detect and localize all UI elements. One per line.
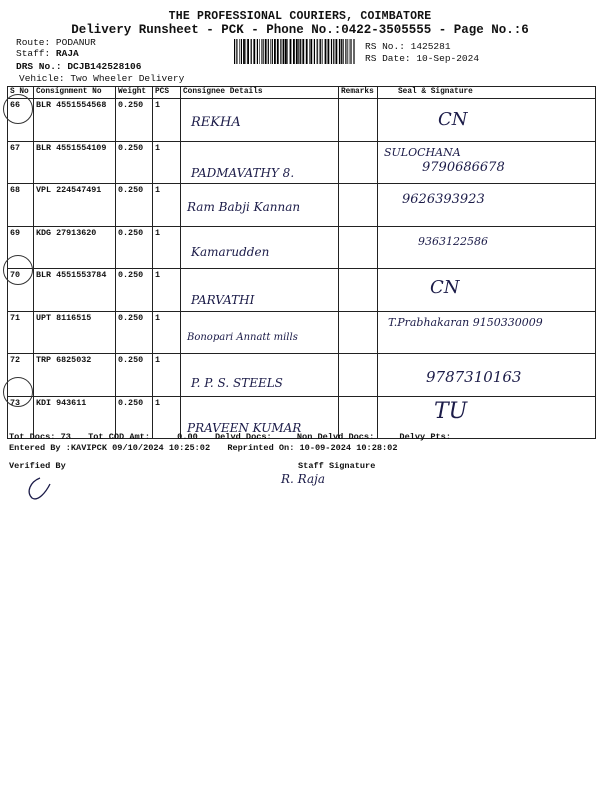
sno-cell: 71	[8, 311, 34, 354]
signature-cell	[378, 354, 596, 397]
remarks-cell	[339, 269, 378, 312]
staff-signature-label: Staff Signature	[298, 461, 376, 471]
signature-handwriting: T.Prabhakaran 9150330009	[388, 315, 543, 329]
barcode-bar	[259, 39, 260, 64]
verified-signature-scribble	[20, 470, 60, 504]
consignee-cell	[181, 311, 339, 354]
barcode-bar	[243, 39, 245, 64]
staff-line	[16, 48, 79, 59]
pcs-cell: 1	[153, 226, 181, 269]
barcode-bar	[247, 39, 249, 64]
route-label: Route:	[16, 37, 51, 48]
consignee-handwriting: Ram Babji Kannan	[187, 200, 301, 214]
signature-cell	[378, 269, 596, 312]
rs-no-value: 1425281	[410, 41, 451, 52]
barcode-bar	[343, 39, 344, 64]
circle-mark-70	[3, 255, 33, 285]
pcs-cell: 1	[153, 184, 181, 227]
consignment-cell: TRP 6825032	[34, 354, 116, 397]
weight-cell: 0.250	[116, 99, 153, 142]
barcode-bar	[268, 39, 269, 64]
barcode-bar	[309, 39, 310, 64]
barcode-bar	[322, 39, 323, 64]
staff-signature-scribble: R. Raja	[281, 472, 326, 486]
signature-handwriting: 9363122586	[418, 234, 488, 248]
barcode-bar	[270, 39, 271, 64]
weight-cell: 0.250	[116, 269, 153, 312]
consignee-cell	[181, 354, 339, 397]
barcode-bar	[310, 39, 312, 64]
consignment-cell: BLR 4551554109	[34, 141, 116, 184]
pcs-cell: 1	[153, 269, 181, 312]
vehicle-line	[19, 73, 184, 84]
barcode-bar	[257, 39, 258, 64]
remarks-cell	[339, 226, 378, 269]
barcode-bar	[351, 39, 352, 64]
col-pcs: PCS	[153, 87, 181, 99]
signature-handwriting: 9626393923	[402, 192, 485, 207]
col-weight: Weight	[116, 87, 153, 99]
consignee-handwriting: P. P. S. STEELS	[191, 376, 283, 390]
barcode-bar	[246, 39, 247, 64]
runsheet-subtitle: Delivery Runsheet - PCK - Phone No.:0422-3505555 - Page No.:6	[71, 23, 529, 37]
barcode-bar	[234, 39, 235, 64]
table-row	[8, 226, 596, 269]
tot-docs-label: Tot Docs:	[9, 432, 56, 442]
runsheet-table	[7, 86, 596, 439]
sno-cell: 67	[8, 141, 34, 184]
rs-date-value: 10-Sep-2024	[416, 53, 480, 64]
non-delvd-label: Non Delvd Docs:	[296, 432, 375, 442]
col-consignment: Consignment No	[34, 87, 116, 99]
company-title: THE PROFESSIONAL COURIERS, COIMBATORE	[168, 10, 432, 23]
pcs-cell: 1	[153, 141, 181, 184]
signature-handwriting: CN	[438, 109, 468, 130]
barcode-bar	[336, 39, 338, 64]
barcode-bar	[283, 39, 285, 64]
staff-value: RAJA	[55, 48, 79, 59]
tot-docs-value: 73	[60, 432, 71, 442]
signature-cell	[378, 99, 596, 142]
route-line	[16, 37, 96, 48]
barcode-bar	[341, 39, 342, 64]
barcode-bar	[350, 39, 351, 64]
barcode-bar	[253, 39, 255, 64]
barcode-bar	[251, 39, 252, 64]
vehicle-label: Vehicle:	[19, 73, 65, 84]
barcode-bar	[265, 39, 267, 64]
consignment-cell: UPT 8116515	[34, 311, 116, 354]
consignee-cell	[181, 184, 339, 227]
barcode-bar	[263, 39, 264, 64]
barcode-bar	[347, 39, 348, 64]
consignee-handwriting: PADMAVATHY 8.	[191, 165, 295, 180]
pcs-cell: 1	[153, 311, 181, 354]
consignee-cell	[181, 99, 339, 142]
barcode-bar	[298, 39, 299, 64]
consignment-cell: KDI 943611	[34, 396, 116, 439]
reprinted-on: Reprinted On: 10-09-2024 10:28:02	[227, 443, 398, 453]
signature-cell	[378, 226, 596, 269]
sno-cell: 66	[8, 99, 34, 142]
route-value: PODANUR	[55, 37, 96, 48]
consignee-handwriting: PARVATHI	[191, 293, 255, 307]
table-row	[8, 99, 596, 142]
delvy-pts-label: Delvy Pts:	[399, 432, 451, 442]
drs-line	[16, 61, 141, 72]
weight-cell: 0.250	[116, 396, 153, 439]
barcode-bar	[345, 39, 346, 64]
remarks-cell	[339, 99, 378, 142]
delvd-label: Delvd Docs:	[214, 432, 272, 442]
circle-mark-66	[3, 94, 33, 124]
drs-label: DRS No.:	[16, 61, 62, 72]
barcode-bar	[339, 39, 340, 64]
table-row	[8, 141, 596, 184]
barcode-bar	[274, 39, 276, 64]
col-signature: Seal & Signature	[378, 87, 596, 99]
weight-cell: 0.250	[116, 141, 153, 184]
table-row	[8, 269, 596, 312]
tot-cod-label: Tot COD Amt:	[88, 432, 150, 442]
barcode-bar	[272, 39, 273, 64]
barcode-bar	[293, 39, 295, 64]
rs-date-label: RS Date:	[365, 53, 411, 64]
signature-cell	[378, 141, 596, 184]
col-sno: S No	[8, 87, 34, 99]
barcode-bar	[349, 39, 350, 64]
signature-handwriting: TU	[434, 398, 468, 424]
rs-no-line	[365, 41, 451, 52]
weight-cell: 0.250	[116, 354, 153, 397]
drs-value: DCJB142528106	[67, 61, 142, 72]
circle-mark-73	[3, 377, 33, 407]
signature-handwriting: SULOCHANA	[384, 145, 461, 159]
consignment-cell: BLR 4551553784	[34, 269, 116, 312]
barcode-bar	[353, 39, 354, 64]
barcode-bar	[280, 39, 281, 64]
consignee-cell	[181, 141, 339, 184]
barcode-bar	[296, 39, 298, 64]
barcode-bar	[241, 39, 242, 64]
pcs-cell: 1	[153, 396, 181, 439]
barcode-bar	[287, 39, 288, 64]
barcode-bar	[290, 39, 292, 64]
barcode	[234, 39, 356, 64]
table-row	[8, 184, 596, 227]
pcs-cell: 1	[153, 354, 181, 397]
remarks-cell	[339, 354, 378, 397]
sno-cell: 69	[8, 226, 34, 269]
table-header-row	[8, 87, 596, 99]
signature-cell	[378, 184, 596, 227]
consignee-handwriting: PRAVEEN KUMAR	[187, 420, 302, 435]
barcode-bar	[320, 39, 321, 64]
barcode-bar	[285, 39, 287, 64]
sno-cell: 70	[8, 269, 34, 312]
consignment-cell: BLR 4551554568	[34, 99, 116, 142]
barcode-bar	[325, 39, 327, 64]
sno-cell: 72	[8, 354, 34, 397]
rs-no-label: RS No.:	[365, 41, 405, 52]
barcode-bar	[300, 39, 301, 64]
barcode-bar	[319, 39, 320, 64]
barcode-bar	[328, 39, 330, 64]
signature-handwriting-phone: 9790686678	[422, 159, 505, 175]
entry-line	[9, 443, 398, 453]
totals-line	[9, 432, 451, 442]
weight-cell: 0.250	[116, 184, 153, 227]
remarks-cell	[339, 184, 378, 227]
barcode-bar	[333, 39, 334, 64]
vehicle-value: Two Wheeler Delivery	[70, 73, 185, 84]
sno-cell: 68	[8, 184, 34, 227]
rs-date-line	[365, 53, 479, 64]
barcode-bar	[331, 39, 332, 64]
consignee-handwriting: REKHA	[191, 115, 241, 130]
consignee-handwriting: Kamarudden	[191, 244, 270, 259]
weight-cell: 0.250	[116, 311, 153, 354]
remarks-cell	[339, 311, 378, 354]
col-remarks: Remarks	[339, 87, 378, 99]
tot-cod-value: 0.00	[177, 432, 198, 442]
barcode-bar	[277, 39, 279, 64]
weight-cell: 0.250	[116, 226, 153, 269]
consignee-cell	[181, 269, 339, 312]
sno-cell: 73	[8, 396, 34, 439]
col-consignee: Consignee Details	[181, 87, 339, 99]
barcode-bar	[236, 39, 237, 64]
table-row	[8, 311, 596, 354]
table-row	[8, 354, 596, 397]
consignee-cell	[181, 226, 339, 269]
signature-handwriting: CN	[430, 277, 460, 298]
consignment-cell: KDG 27913620	[34, 226, 116, 269]
entered-by: Entered By :KAVIPCK 09/10/2024 10:25:02	[9, 443, 211, 453]
pcs-cell: 1	[153, 99, 181, 142]
staff-label: Staff:	[16, 48, 51, 59]
remarks-cell	[339, 141, 378, 184]
barcode-bar	[317, 39, 318, 64]
signature-handwriting: 9787310163	[426, 368, 522, 386]
barcode-bar	[306, 39, 308, 64]
barcode-bar	[314, 39, 315, 64]
verified-by-label: Verified By	[9, 461, 66, 471]
consignment-cell: VPL 224547491	[34, 184, 116, 227]
barcode-bar	[239, 39, 240, 64]
barcode-bar	[261, 39, 262, 64]
barcode-bar	[302, 39, 304, 64]
signature-cell	[378, 311, 596, 354]
consignee-handwriting: Bonopari Annatt mills	[187, 331, 298, 343]
